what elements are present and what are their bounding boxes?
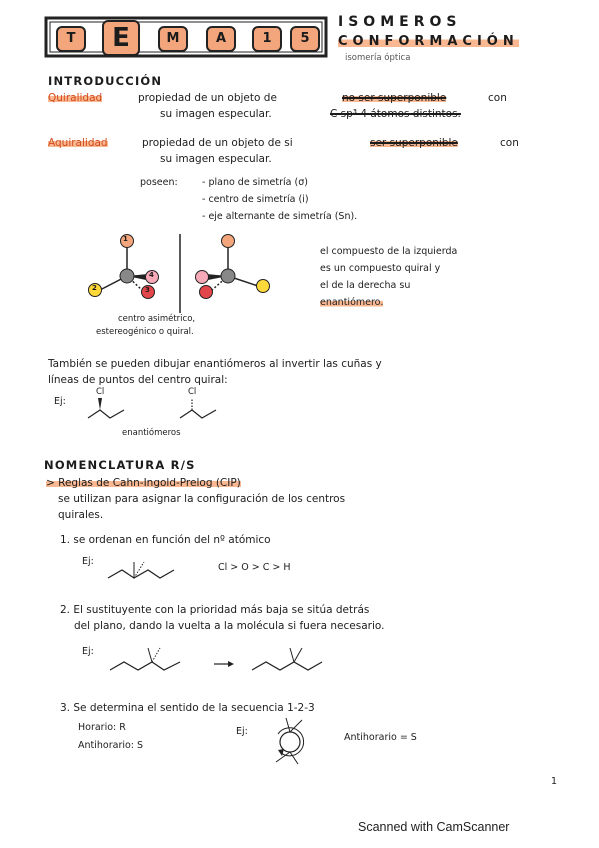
title-letter: 1: [252, 26, 282, 52]
step-1-example-label: Ej:: [82, 556, 94, 567]
def-aquiralidad-2: con: [500, 137, 519, 149]
priority-order: Cl > O > C > H: [218, 562, 291, 573]
center-caption: centro asimétrico,: [118, 314, 196, 324]
poseen-label: poseen:: [140, 177, 178, 188]
molecule-note-line: el de la derecha su: [320, 280, 411, 291]
def-aquiralidad-strike: ser superponible: [370, 137, 458, 149]
step-3-result: Antihorario = S: [344, 732, 417, 743]
molecule-note-line: es un compuesto quiral y: [320, 263, 441, 274]
circle-label: 2: [92, 284, 97, 292]
chiral-molecules-diagram: [80, 228, 300, 318]
circle-label: 3: [145, 286, 150, 294]
poseen-item: - eje alternante de simetría (Sn).: [202, 211, 358, 222]
molecule-note-line: el compuesto de la izquierda: [320, 246, 458, 257]
step-3-structure: [258, 712, 338, 772]
term-aquiralidad: Aquiralidad: [48, 137, 108, 149]
enantiomers-caption: enantiómeros: [122, 428, 181, 438]
step-2-structures: [104, 640, 344, 690]
cl-label: Cl: [96, 387, 105, 397]
horario-rule: Horario: R: [78, 722, 126, 733]
enantiomer-text-1: También se pueden dibujar enantiómeros al invertir las cuñas y: [48, 358, 382, 370]
title-line2: CONFORMACIÓN: [338, 34, 519, 49]
step-3-example-label: Ej:: [236, 726, 248, 737]
title-letter: M: [158, 26, 188, 52]
cip-rules-desc: se utilizan para asignar la configuración de los centros: [58, 493, 346, 505]
cip-rules-title: > Reglas de Cahn-Ingold-Prelog (CIP): [46, 477, 241, 489]
antihorario-rule: Antihorario: S: [78, 740, 144, 751]
def-quiralidad-4: C sp³ 4 átomos distintos.: [330, 108, 461, 120]
circle-label: 4: [149, 271, 154, 279]
section-heading-intro: INTRODUCCIÓN: [48, 74, 163, 88]
scanner-watermark: Scanned with CamScanner: [358, 820, 510, 834]
title-letter: A: [206, 26, 236, 52]
term-quiralidad: Quiralidad: [48, 92, 103, 104]
step-2-line2: del plano, dando la vuelta a la molécula si fuera necesario.: [74, 620, 385, 632]
title-subtitle: isomería óptica: [345, 53, 411, 63]
def-aquiralidad-1: propiedad de un objeto de si: [142, 137, 293, 149]
def-quiralidad-strike: no ser superponible: [342, 92, 447, 104]
def-quiralidad-2: con: [488, 92, 507, 104]
cl-label: Cl: [188, 387, 197, 397]
enantiomer-text-2: líneas de puntos del centro quiral:: [48, 374, 228, 386]
poseen-item: - plano de simetría (σ): [202, 177, 308, 188]
page-number: 1: [551, 776, 558, 787]
example-label: Ej:: [54, 396, 66, 407]
def-quiralidad-1: propiedad de un objeto de: [138, 92, 277, 104]
step-2-example-label: Ej:: [82, 646, 94, 657]
title-letter: T: [56, 26, 86, 52]
step-1: 1. se ordenan en función del nº atómico: [60, 534, 271, 546]
section-heading-nomenclatura: NOMENCLATURA R/S: [44, 458, 196, 472]
title-letter: 5: [290, 26, 320, 52]
step-2-line1: 2. El sustituyente con la prioridad más baja se sitúa detrás: [60, 604, 370, 616]
def-quiralidad-3: su imagen especular.: [160, 108, 272, 120]
title-letter: E: [102, 20, 140, 56]
enantiomer-structures: [80, 388, 250, 428]
cip-rules-desc: quirales.: [58, 509, 104, 521]
title-line1: ISOMEROS: [338, 14, 462, 30]
step-1-structure: [104, 550, 204, 586]
circle-label: 1: [123, 235, 128, 243]
poseen-item: - centro de simetría (i): [202, 194, 309, 205]
center-caption: estereogénico o quiral.: [96, 327, 194, 337]
step-3: 3. Se determina el sentido de la secuencia 1-2-3: [60, 702, 315, 714]
title-banner: [40, 12, 330, 62]
molecule-note-line: enantiómero.: [320, 297, 384, 308]
def-aquiralidad-3: su imagen especular.: [160, 153, 272, 165]
